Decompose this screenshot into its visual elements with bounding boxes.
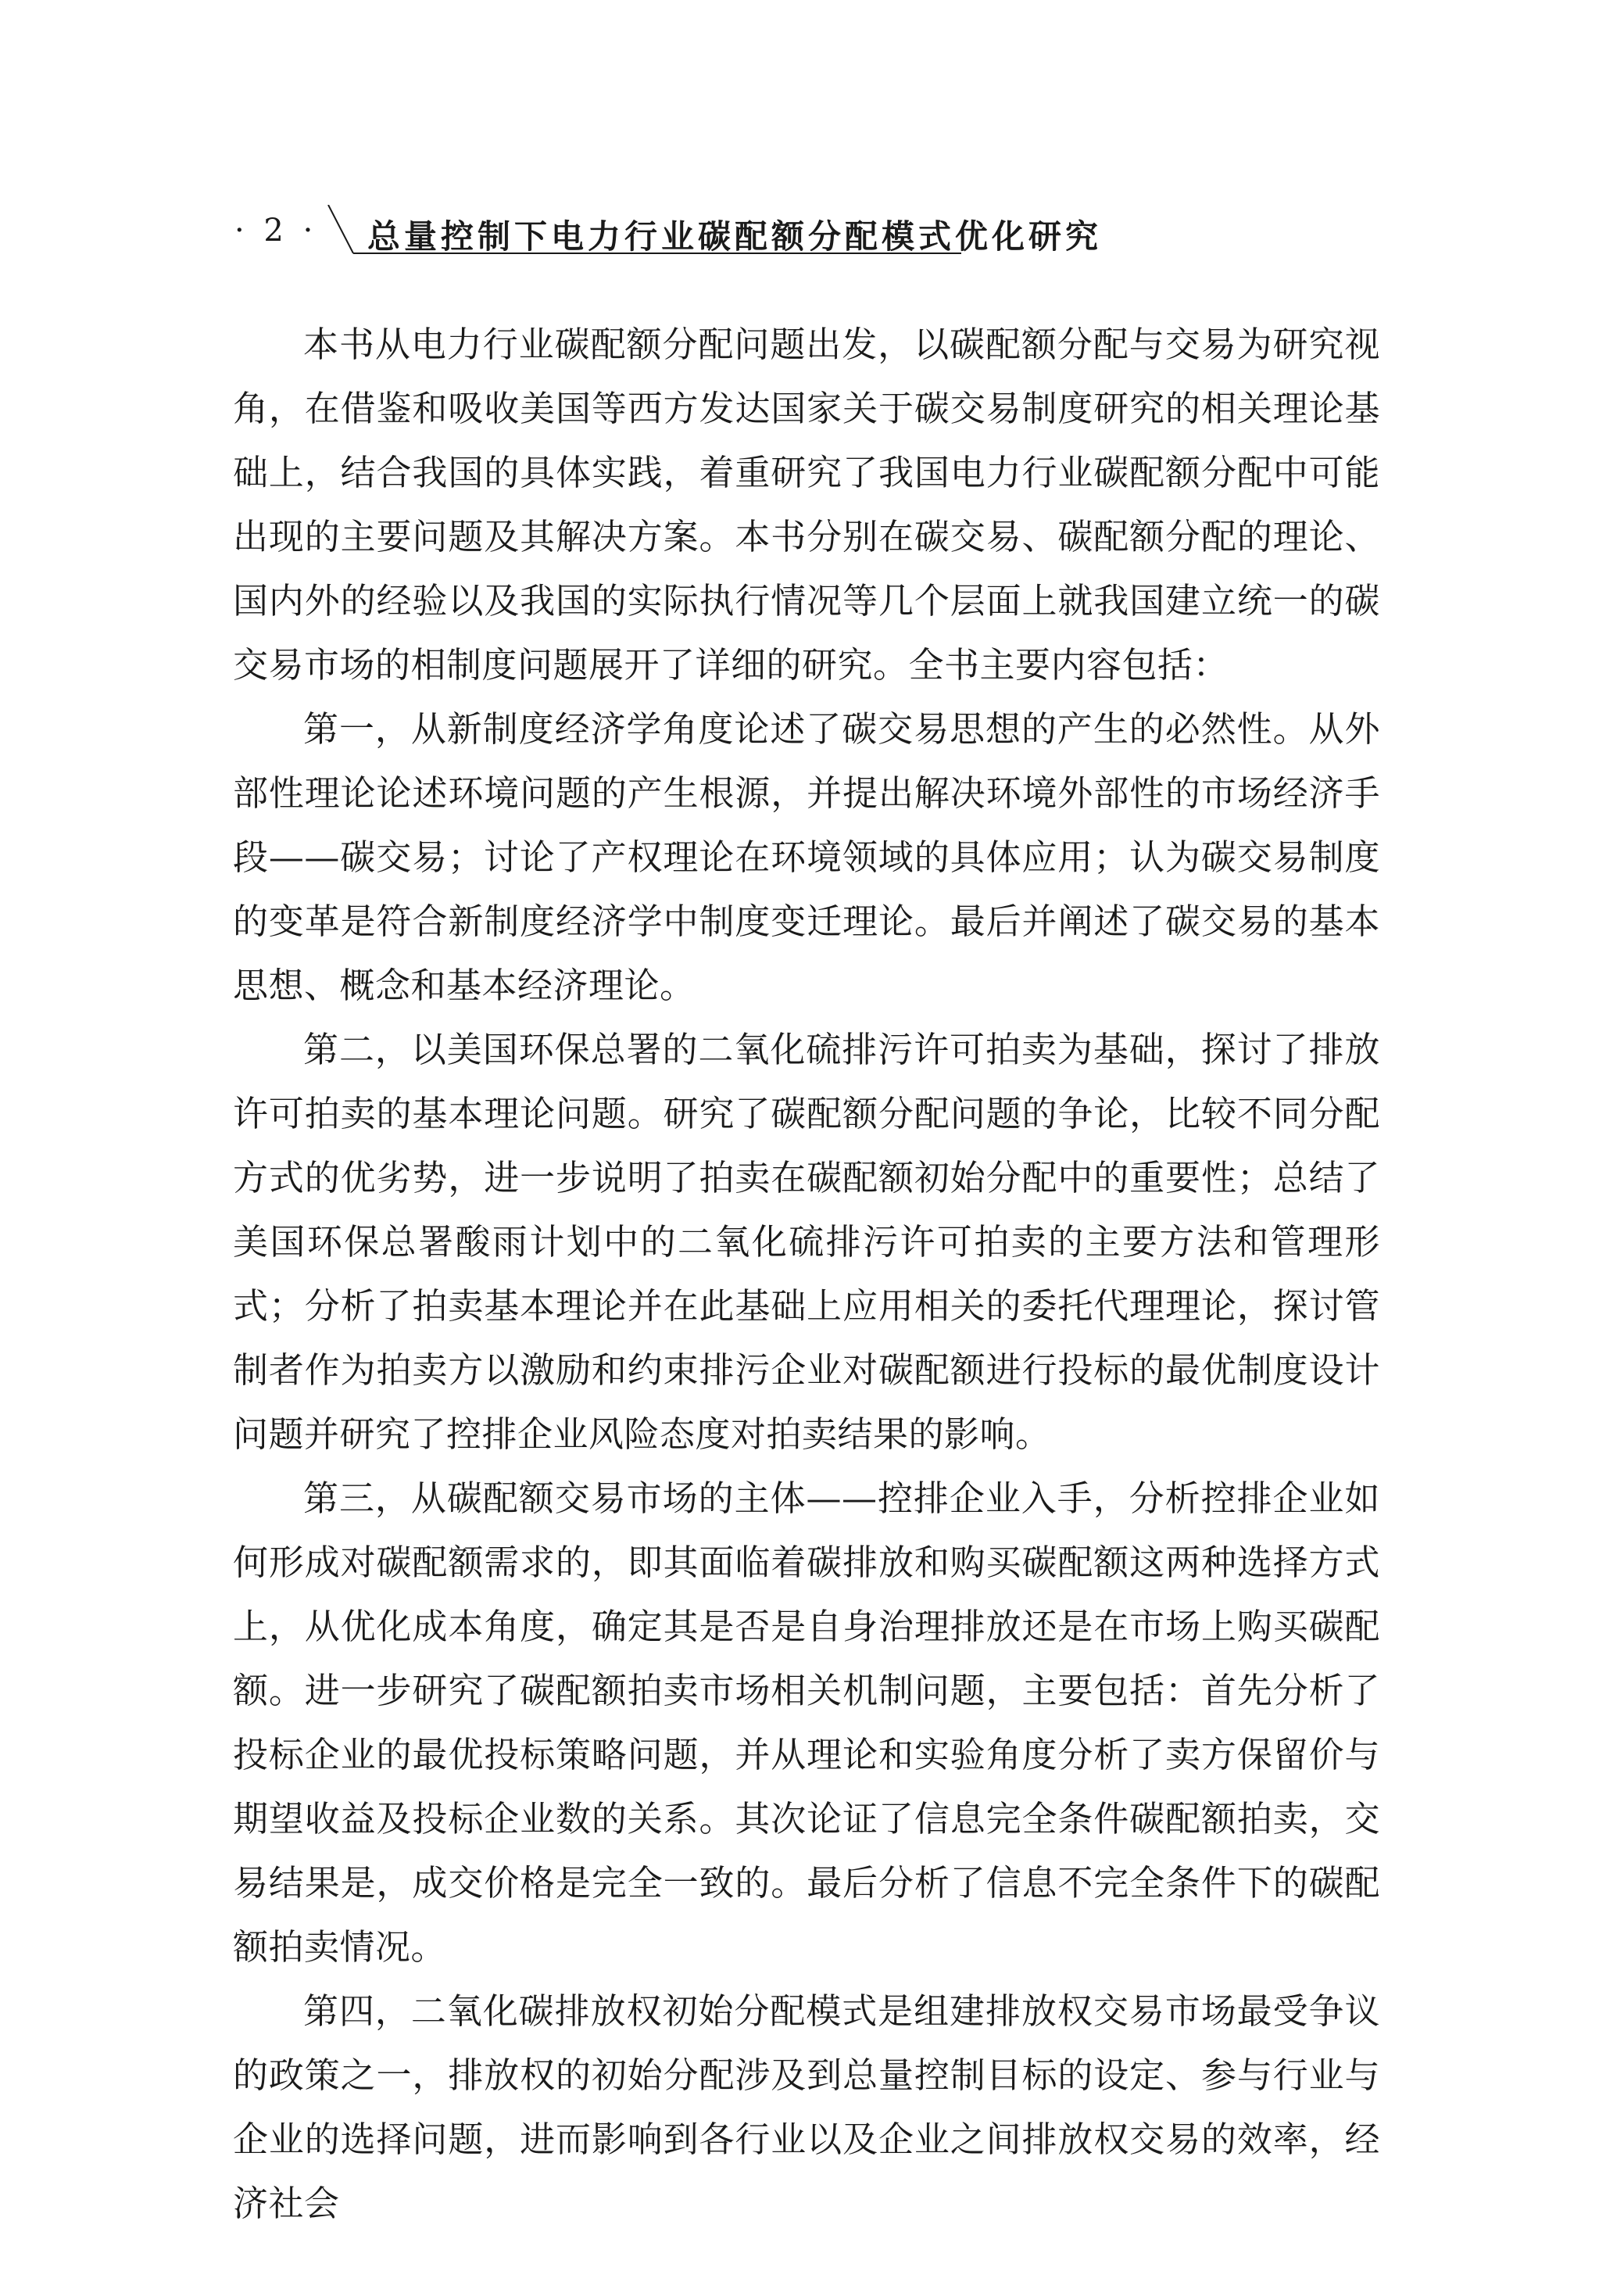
paragraph-first: 第一，从新制度经济学角度论述了碳交易思想的产生的必然性。从外部性理论论述环境问题的产生根源，并提出解决环境外部性的市场经济手段——碳交易；讨论了产权理论在环境领域的具体应用；认为碳交易制度的变革是符合新制度经济学中制度变迁理论。最后并阐述了碳交易的基本思想、概念和基本经济理论。 <box>233 708 1380 1006</box>
book-title: 总量控制下电力行业碳配额分配模式优化研究 <box>367 217 1103 256</box>
running-head <box>227 205 1103 260</box>
paragraph-fourth: 第四，二氧化碳排放权初始分配模式是组建排放权交易市场最受争议的政策之一，排放权的初始分配涉及到总量控制目标的设定、参与行业与企业的选择问题，进而影响到各行业以及企业之间排放权交易的效率，经济社会 <box>233 1990 1380 2224</box>
paragraph-intro: 本书从电力行业碳配额分配问题出发，以碳配额分配与交易为研究视角，在借鉴和吸收美国等西方发达国家关于碳交易制度研究的相关理论基础上，结合我国的具体实践，着重研究了我国电力行业碳配额分配中可能出现的主要问题及其解决方案。本书分别在碳交易、碳配额分配的理论、国内外的经验以及我国的实际执行情况等几个层面上就我国建立统一的碳交易市场的相制度问题展开了详细的研究。全书主要内容包括： <box>233 324 1380 686</box>
page-number: · 2 · <box>234 213 318 249</box>
paragraph-second: 第二，以美国环保总署的二氧化硫排污许可拍卖为基础，探讨了排放许可拍卖的基本理论问题。研究了碳配额分配问题的争论，比较不同分配方式的优劣势，进一步说明了拍卖在碳配额初始分配中的重要性；总结了美国环保总署酸雨计划中的二氧化硫排污许可拍卖的主要方法和管理形式；分析了拍卖基本理论并在此基础上应用相关的委托代理理论，探讨管制者作为拍卖方以激励和约束排污企业对碳配额进行投标的最优制度设计问题并研究了控排企业风险态度对拍卖结果的影响。 <box>233 1029 1380 1455</box>
paragraph-third: 第三，从碳配额交易市场的主体——控排企业入手，分析控排企业如何形成对碳配额需求的，即其面临着碳排放和购买碳配额这两种选择方式上，从优化成本角度，确定其是否是自身治理排放还是在市场上购买碳配额。进一步研究了碳配额拍卖市场相关机制问题，主要包括：首先分析了投标企业的最优投标策略问题，并从理论和实验角度分析了卖方保留价与期望收益及投标企业数的关系。其次论证了信息完全条件碳配额拍卖，交易结果是，成交价格是完全一致的。最后分析了信息不完全条件下的碳配额拍卖情况。 <box>233 1478 1380 1968</box>
body-text <box>233 313 1380 2236</box>
